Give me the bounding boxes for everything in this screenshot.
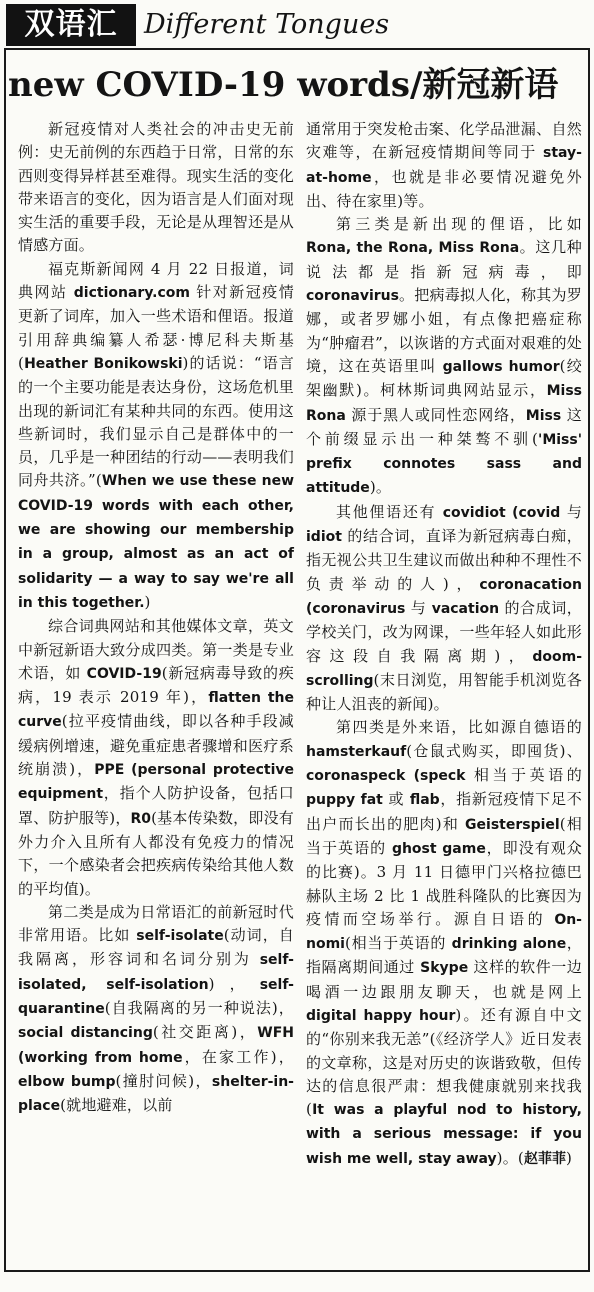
text-run: 针对新冠疫情更新了词库，加入一些术语和俚语。报道引用辞典编纂人希瑟·博尼科夫斯基( [18,283,294,372]
article-paragraph [18,901,294,1119]
text-run: 通常用于突发枪击案、化学品泄漏、自然灾难等，在新冠疫情期间等同于 [306,120,582,162]
bold-term: Heather Bonikowski [24,355,183,372]
bold-term: Rona, the Rona, Miss Rona [306,240,520,257]
text-run: 新冠疫情对人类社会的冲击史无前例：史无前例的东西趋于日常，日常的东西则变得异样甚至难得。现实生活的变化带来语言的变化，因为语言是人们面对现实生活的重要手段，无论是从理智还是从情感方面。 [18,120,294,255]
bold-term: coronacation (coronavirus [306,576,582,617]
text-run: )的话说：“语言的一个主要功能是表达身份，这场危机里出现的新词汇有某种共同的东西。使用这些新词时，我们显示自己是群体中的一员，几乎是一种团结的行动——表明我们同舟共济。”( [18,353,294,490]
article-paragraph [306,501,582,717]
article-column-right [306,118,582,1171]
bold-term: idiot [306,529,342,546]
bold-term: stay-at-home [306,145,582,186]
bold-term: COVID-19 [86,665,162,682]
frame-bottom-border [4,1270,590,1272]
bold-term: 赵菲菲 [523,1150,566,1167]
text-run: (自我隔离的另一种说法)， [104,998,294,1017]
text-run: 的合成词，学校关门，改为网课，一些年轻人如此形容这段自我隔离期)， [306,598,582,665]
article-paragraph [306,118,582,213]
frame-left-border [4,48,6,1272]
text-run: 或 [382,790,410,809]
text-run: )。( [496,1148,524,1167]
bold-term: 'Miss' prefix connotes sass and attitude [306,431,582,497]
bold-term: Skype [420,960,469,977]
text-run: 源于黑人或同性恋网络， [345,405,526,424]
text-run: ，即没有观众的比赛)。3 月 11 日德甲门兴格拉德巴赫队主场 2 比 1 战胜科隆队的比赛因为疫情而空场举行。源自日语的 [306,838,582,928]
article-paragraph [18,118,294,258]
bold-term: self-isolate [136,928,224,945]
bold-term: PPE (personal protective equipment [18,762,294,803]
bold-term: drinking alone [451,936,567,953]
text-run: ) [144,592,151,611]
bold-term: It was a playful nod to history, with a serious message: if you wish me well, stay away [306,1102,582,1167]
bold-term: flab [409,792,440,809]
article-headline: new COVID-19 words/新冠新语 [8,65,559,105]
text-run: 。这几种说法都是指新冠病毒，即 [306,238,582,281]
text-run: 与 [405,598,432,617]
column-badge: 双语汇 [6,4,136,46]
text-run: ，在家工作)， [182,1047,294,1066]
bold-term: vacation [431,600,500,617]
text-run: )。 [369,478,392,497]
text-run: (仓鼠式购买，即囤货)、 [406,741,582,760]
text-run: (相当于英语的 [344,934,452,953]
text-run: ，指新冠疫情下足不出户而长出的肥肉)和 [306,790,582,833]
bold-term: self-quarantine [18,976,294,1017]
text-run: (就地避难，以前 [60,1096,173,1115]
bold-term: On-nomi [306,911,582,953]
text-run: (拉平疫情曲线，即以各种手段减缓病例增速，避免重症患者骤增和医疗系统崩溃)， [18,712,294,779]
text-run: (撞肘问候)， [115,1071,212,1090]
bold-term: WFH (working from home [18,1025,295,1066]
text-run: (绞架幽默)。柯林斯词典网站显示， [306,356,582,400]
bold-term: coronaspeck (speck [306,768,466,785]
text-run: 。把病毒拟人化，称其为罗娜，或者罗娜小姐，有点像把癌症称为“肿瘤君”，以诙谐的方式面对艰难的处境，这在英语里叫 [306,286,582,375]
frame-right-border [588,48,590,1272]
bold-term: covidiot (covid [442,504,561,521]
text-run: 第四类是外来语，比如源自德语的 [336,718,582,737]
text-run: 的结合词，直译为新冠病毒白痴，指无视公共卫生建议而做出种种不理性不负责举动的人)， [306,527,582,593]
bold-term: self-isolated, self-isolation [18,952,294,993]
bold-term: Miss [525,407,562,424]
text-run: 与 [560,502,583,521]
text-run: ) [565,1148,573,1167]
bold-term: ghost game [391,840,486,857]
bold-term: When we use these new COVID-19 words with each other, we are showing our membership in a group, almost as an act of solidarity — a way to say we're all in this together. [18,473,295,611]
text-run: (动词，自我隔离，形容词和名词分别为 [18,926,294,969]
bold-term: gallows humor [442,358,560,375]
article-column-left [18,118,294,1118]
bold-term: elbow bump [18,1073,116,1090]
text-run: ，指个人防护设备，包括口罩、防护服等)， [18,784,294,827]
article-paragraph [18,615,294,901]
text-run: ，也就是非必要情况避免外出、待在家里)等。 [306,167,582,210]
column-title: Different Tongues [144,9,390,40]
text-run: ，指隔离期间通过 [306,934,582,977]
text-run: 第二类是成为日常语汇的前新冠时代非常用语。比如 [18,902,294,945]
bold-term: flatten the curve [18,690,294,731]
bold-term: hamsterkauf [306,743,407,760]
text-run: 相当于英语的 [465,766,583,785]
text-run: (基本传染数，即没有外力介入且所有人都没有免疫力的情况下，一个感染者会把疾病传染给其他人数的平均值)。 [18,808,294,898]
text-run: 综合词典网站和其他媒体文章，英文中新冠新语大致分成四类。第一类是专业术语，如 [18,617,294,682]
text-run: )， [208,974,260,993]
header-rule [4,48,590,50]
article-paragraph [18,258,294,615]
text-run: 福克斯新闻网 4 月 22 日报道，词典网站 [18,259,294,302]
bold-term: R0 [130,810,152,827]
bold-term: puppy fat [306,792,383,809]
bold-term: doom-scrolling [306,648,582,689]
text-run: 这样的软件一边喝酒一边跟朋友聊天，也就是网上 [306,958,583,1001]
text-run: (社交距离)， [152,1023,258,1042]
text-run: )。还有源自中文的“你别来我无恙”(《经济学人》近日发表的文章称，这是对历史的诙谐致敬，但传达的信息很严肃：想我健康就别来找我( [306,1005,582,1119]
text-run: 其他俚语还有 [336,502,443,521]
bold-term: Miss Rona [306,383,582,424]
bold-term: Geisterspiel [465,816,560,833]
text-run: (新冠病毒导致的疾病，19 表示 2019 年)， [18,663,294,707]
bold-term: social distancing [18,1025,153,1042]
bold-term: dictionary.com [73,285,190,302]
bold-term: shelter-in-place [18,1073,294,1115]
bold-term: coronavirus [306,288,399,305]
text-run: 第三类是新出现的俚语，比如 [336,215,582,234]
article-paragraph [306,213,582,501]
bold-term: digital happy hour [306,1007,456,1024]
text-run: 这个前缀显示出一种桀骜不驯( [306,405,583,448]
article-paragraph [306,716,582,1171]
text-run: (末日浏览，用智能手机浏览各种让人沮丧的新闻)。 [306,670,582,714]
text-run: (相当于英语的 [306,814,582,857]
